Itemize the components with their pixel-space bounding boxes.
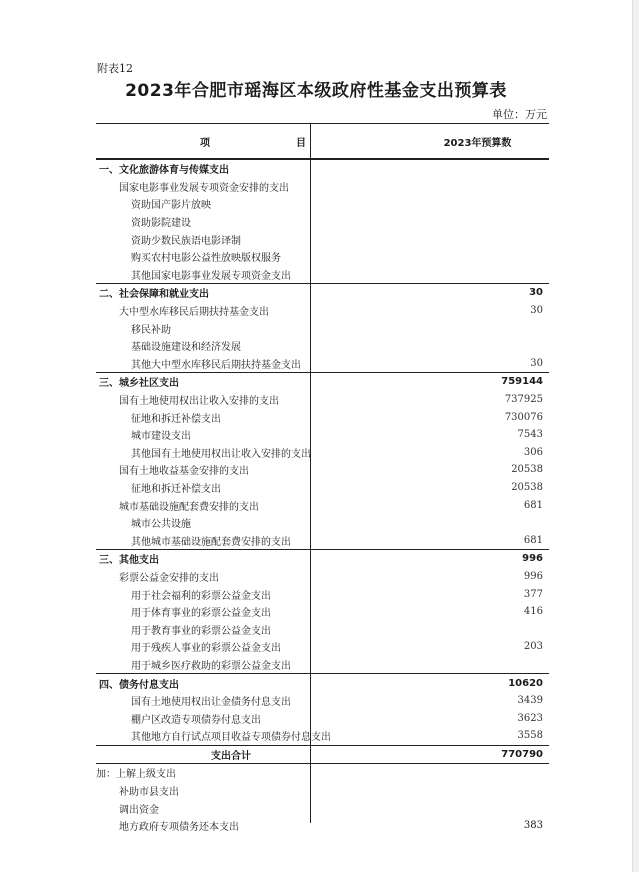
table-row	[96, 656, 549, 674]
item-name: 用于教育事业的彩票公益金支出	[131, 625, 271, 637]
item-name: 其他大中型水库移民后期扶持基金支出	[131, 359, 301, 371]
table-header	[96, 124, 549, 159]
total-row	[96, 745, 549, 765]
item-value: 3558	[517, 730, 543, 742]
item-name: 其他国家电影事业发展专项资金支出	[131, 270, 291, 282]
item-name: 其他地方自行试点项目收益专项债券付息支出	[131, 732, 331, 744]
table-row	[96, 514, 549, 532]
item-name: 城市公共设施	[131, 519, 191, 531]
item-value: 996	[523, 570, 543, 582]
section-row	[96, 283, 549, 302]
table-row	[96, 426, 549, 444]
item-name: 国有土地使用权出让金债务付息支出	[131, 697, 291, 709]
table-body	[96, 159, 549, 835]
supplementary-row	[96, 782, 549, 800]
item-name: 资助影院建设	[131, 218, 191, 230]
table-row	[96, 692, 549, 710]
item-value: 737925	[504, 394, 543, 406]
table-row	[96, 408, 549, 426]
item-value: 10620	[508, 677, 543, 689]
item-name: 用于体育事业的彩票公益金支出	[131, 608, 271, 620]
annex-label: 附表12	[97, 62, 133, 75]
item-name: 棚户区改造专项债券付息支出	[131, 714, 261, 726]
item-value: 996	[522, 553, 543, 565]
supplementary-row	[96, 799, 549, 817]
item-name: 资助国产影片放映	[131, 200, 211, 212]
item-name: 国有土地收益基金安排的支出	[119, 466, 249, 478]
supplementary-row	[96, 817, 549, 835]
item-value: 20538	[511, 464, 543, 476]
item-value: 416	[523, 606, 543, 618]
header-value-label: 2023年预算数	[443, 137, 512, 149]
item-value: 3439	[517, 695, 543, 707]
table-row	[96, 230, 549, 248]
item-name: 补助市县支出	[119, 787, 179, 799]
item-name: 四、债务付息支出	[99, 679, 179, 691]
item-value: 30	[530, 357, 543, 369]
page-title: 2023年合肥市瑶海区本级政府性基金支出预算表	[125, 81, 507, 101]
item-name: 支出合计	[211, 750, 251, 762]
item-name: 大中型水库移民后期扶持基金支出	[119, 307, 269, 319]
item-value: 20538	[511, 481, 543, 493]
table-row	[96, 727, 549, 745]
table-row	[96, 266, 549, 284]
item-name: 购买农村电影公益性放映版权服务	[131, 253, 281, 265]
table-row	[96, 302, 549, 320]
header-item-label: 项	[200, 137, 210, 149]
table-row	[96, 531, 549, 549]
header-item-cell	[96, 134, 406, 149]
unit-label: 单位：万元	[492, 108, 547, 121]
item-name: 地方政府专项债务还本支出	[119, 822, 239, 834]
item-name: 其他国有土地使用权出让收入安排的支出	[131, 448, 311, 460]
item-name: 二、社会保障和就业支出	[99, 289, 209, 301]
item-name: 其他城市基础设施配套费安排的支出	[131, 536, 291, 548]
item-name: 城市建设支出	[131, 431, 191, 443]
item-value: 306	[523, 446, 543, 458]
item-value: 770790	[501, 748, 543, 760]
section-row	[96, 673, 549, 692]
table-row	[96, 496, 549, 514]
header-item-label-2: 目	[296, 137, 306, 149]
table-row	[96, 319, 549, 337]
item-name: 移民补助	[131, 324, 171, 336]
item-value: 203	[523, 641, 543, 653]
item-name: 基础设施建设和经济发展	[131, 342, 241, 354]
table-row	[96, 355, 549, 373]
item-name: 用于社会福利的彩票公益金支出	[131, 590, 271, 602]
table-row	[96, 585, 549, 603]
item-value: 681	[523, 534, 543, 546]
item-name: 三、城乡社区支出	[99, 378, 179, 390]
item-value: 30	[530, 305, 543, 317]
section-row	[96, 549, 549, 568]
table-row	[96, 391, 549, 409]
item-name: 城市基础设施配套费安排的支出	[119, 501, 259, 513]
item-name: 调出资金	[119, 804, 159, 816]
item-value: 759144	[501, 376, 543, 388]
table-row	[96, 444, 549, 462]
item-value: 730076	[504, 411, 543, 423]
table-row	[96, 178, 549, 196]
item-name: 征地和拆迁补偿支出	[131, 483, 221, 495]
item-value: 30	[529, 287, 543, 299]
item-name: 用于城乡医疗救助的彩票公益金支出	[131, 660, 291, 672]
table-row	[96, 479, 549, 497]
item-name: 三、其他支出	[99, 555, 159, 567]
section-row	[96, 159, 549, 178]
item-name: 用于残疾人事业的彩票公益金支出	[131, 643, 281, 655]
item-value: 383	[523, 820, 543, 832]
table-row	[96, 568, 549, 586]
table-row	[96, 195, 549, 213]
section-row	[96, 372, 549, 391]
table-row	[96, 709, 549, 727]
table-row	[96, 461, 549, 479]
table-row	[96, 337, 549, 355]
table-row	[96, 603, 549, 621]
table-row	[96, 248, 549, 266]
budget-table	[96, 123, 549, 835]
table-row	[96, 638, 549, 656]
item-value: 7543	[517, 429, 543, 441]
item-name: 彩票公益金安排的支出	[119, 572, 219, 584]
item-value: 3623	[517, 712, 543, 724]
item-name: 一、文化旅游体育与传媒支出	[99, 165, 229, 177]
item-value: 377	[523, 588, 543, 600]
item-name: 国有土地使用权出让收入安排的支出	[119, 396, 279, 408]
item-value: 681	[523, 499, 543, 511]
table-row	[96, 213, 549, 231]
item-name: 征地和拆迁补偿支出	[131, 413, 221, 425]
supplementary-row	[96, 764, 549, 782]
item-name: 资助少数民族语电影译制	[131, 235, 241, 247]
item-name: 国家电影事业发展专项资金安排的支出	[119, 182, 289, 194]
table-row	[96, 620, 549, 638]
item-name: 加：上解上级支出	[96, 769, 176, 781]
